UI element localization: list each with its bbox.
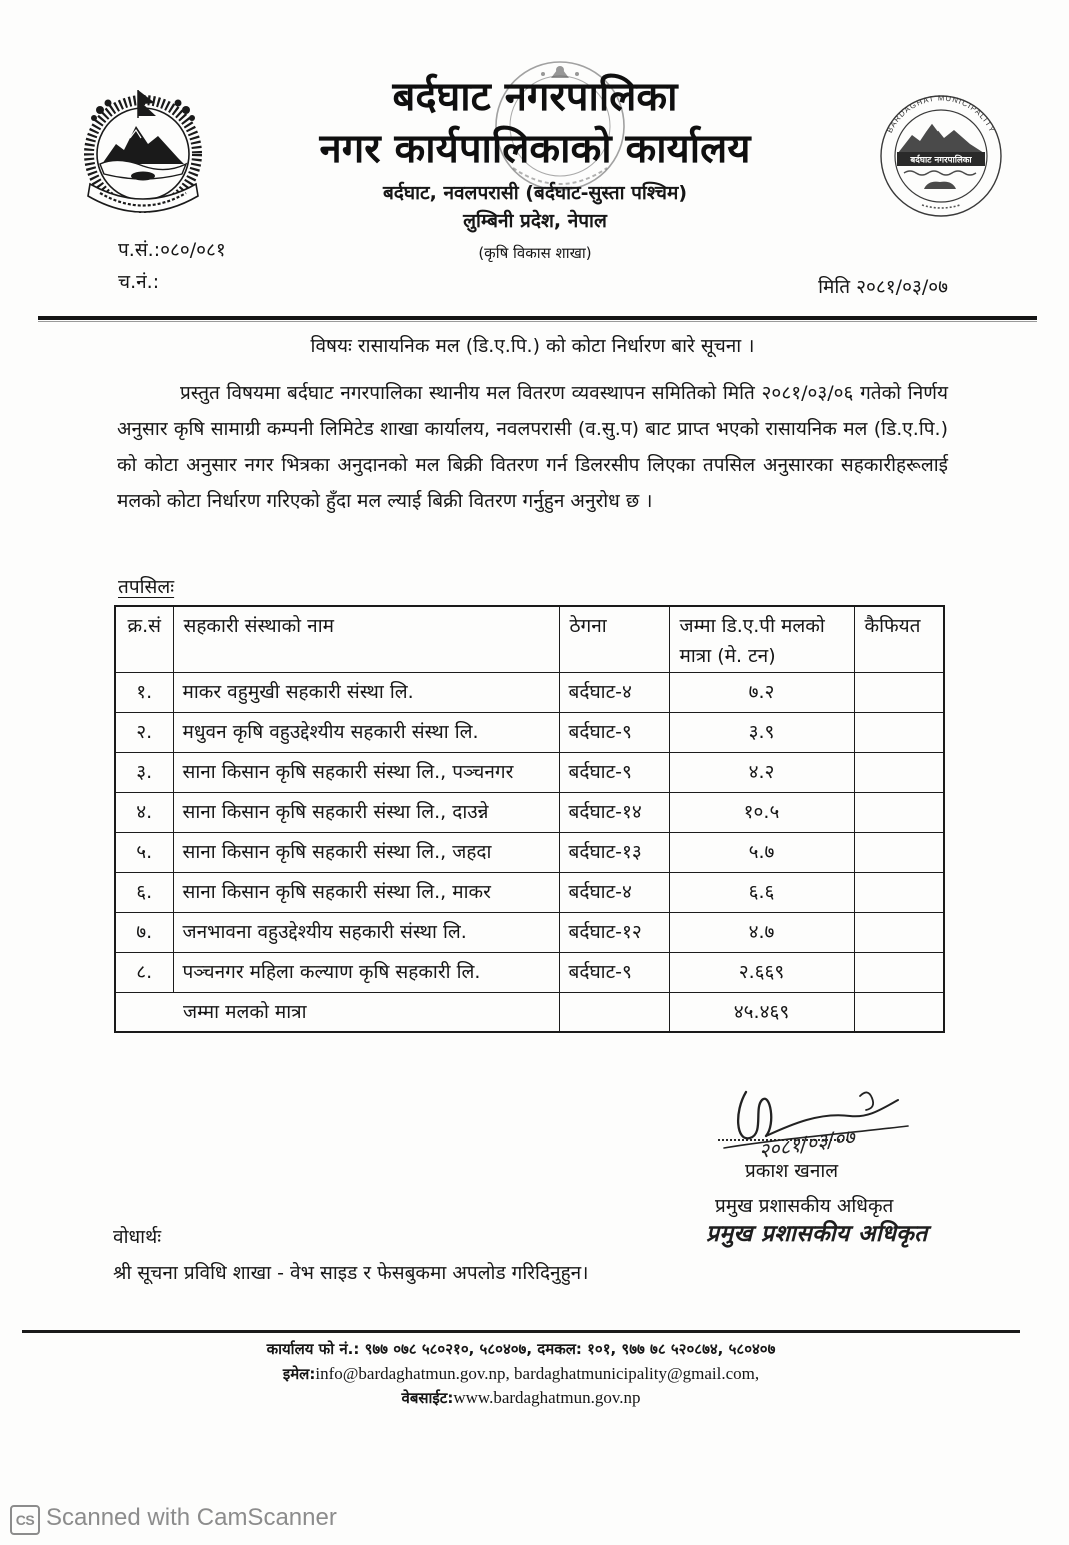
bardaghat-municipality-seal-icon <box>878 93 1004 219</box>
header-serial-number: क्र.सं <box>115 606 173 672</box>
camscanner-watermark-text: Scanned with CamScanner <box>46 1504 337 1531</box>
province-line: लुम्बिनी प्रदेश, नेपाल <box>463 210 607 232</box>
branch-name: (कृषि विकास शाखा) <box>478 244 592 262</box>
table-row <box>115 712 944 752</box>
quota-table <box>114 605 945 1033</box>
seal-ring-text: BARDAGHAT MUNICIPALITY <box>884 93 998 135</box>
cell-address: बर्दघाट-४ <box>559 672 669 712</box>
table-row <box>115 912 944 952</box>
header-quantity <box>669 606 854 672</box>
cell-serial-number: ६. <box>115 872 173 912</box>
seal-animal-icon <box>924 182 956 189</box>
footer-website-label: वेबसाईट: <box>401 1389 454 1407</box>
cell-serial-number: १. <box>115 672 173 712</box>
details-label: तपसिलः <box>118 576 175 598</box>
cell-remarks <box>854 672 944 712</box>
camscanner-logo-icon: CS <box>10 1505 40 1535</box>
seal-mountain-icon <box>898 123 984 153</box>
seal-banner-text: बर्दघाट नगरपालिका <box>910 155 972 166</box>
table-row <box>115 872 944 912</box>
subject-line: विषयः रासायनिक मल (डि.ए.पि.) को कोटा निर्धारण बारे सूचना । <box>310 335 755 357</box>
cell-cooperative-name: साना किसान कृषि सहकारी संस्था लि., जहदा <box>173 832 559 872</box>
cell-address: बर्दघाट-९ <box>559 752 669 792</box>
cell-remarks <box>854 752 944 792</box>
cell-cooperative-name: साना किसान कृषि सहकारी संस्था लि., माकर <box>173 872 559 912</box>
cell-address: बर्दघाट-९ <box>559 712 669 752</box>
handshake-icon <box>131 172 155 181</box>
cell-cooperative-name: साना किसान कृषि सहकारी संस्था लि., पञ्चनगर <box>173 752 559 792</box>
header-address: ठेगना <box>559 606 669 672</box>
header-divider-thin <box>38 321 1037 322</box>
cell-serial-number: ८. <box>115 952 173 992</box>
cell-remarks <box>854 792 944 832</box>
signer-designation: प्रमुख प्रशासकीय अधिकृत <box>715 1195 894 1217</box>
municipality-title: बर्दघाट नगरपालिका <box>392 74 678 120</box>
table-row <box>115 832 944 872</box>
table-row <box>115 752 944 792</box>
cell-serial-number: ५. <box>115 832 173 872</box>
cell-quantity: ४.७ <box>669 912 854 952</box>
table-header-row <box>115 606 944 672</box>
header-cooperative-name: सहकारी संस्थाको नाम <box>173 606 559 672</box>
header-remarks: कैफियत <box>854 606 944 672</box>
cell-serial-number: २. <box>115 712 173 752</box>
cc-line: श्री सूचना प्रविधि शाखा - वेभ साइड र फेसबुकमा अपलोड गरिदिनुहुन। <box>113 1262 589 1284</box>
header-quantity-line-2: मात्रा (मे. टन) <box>679 645 776 667</box>
footer-divider <box>22 1330 1020 1333</box>
cell-quantity: ३.९ <box>669 712 854 752</box>
designation-stamp: प्रमुख प्रशासकीय अधिकृत <box>706 1221 928 1247</box>
cell-remarks <box>854 912 944 952</box>
cell-cooperative-name: साना किसान कृषि सहकारी संस्था लि., दाउन्ने <box>173 792 559 832</box>
cell-serial-number: ४. <box>115 792 173 832</box>
cell-serial-number: ७. <box>115 912 173 952</box>
cell-quantity: ६.६ <box>669 872 854 912</box>
office-title: नगर कार्यपालिकाको कार्यालय <box>319 126 751 172</box>
cell-serial-number: ३. <box>115 752 173 792</box>
signature-handwritten-date: २०८१/०३/०७ <box>757 1124 857 1163</box>
cell-quantity: ५.७ <box>669 832 854 872</box>
table-total-row <box>115 992 944 1032</box>
cc-label: वोधार्थः <box>113 1226 162 1248</box>
notice-body: प्रस्तुत विषयमा बर्दघाट नगरपालिका स्थानीय मल वितरण व्यवस्थापन समितिको मिति २०८१/०३/०६ गतेको निर्णय अनुसार कृषि सामाग्री कम्पनी लिमिटेड शाखा कार्यालय, नवलपरासी (व.सु.प) बाट प्राप्त भएको रासायनिक मल (डि.ए.पि.) को कोटा अनुसार नगर भित्रका अनुदानको मल बिक्री वितरण गर्न डिलरसीप लिएका तपसिल अनुसारका सहकारीहरूलाई मलको कोटा निर्धारण गरिएको हुँदा मल ल्याई बिक्री वितरण गर्नुहुन अनुरोध छ । <box>117 382 948 512</box>
cell-cooperative-name: जनभावना वहुउद्देश्यीय सहकारी संस्था लि. <box>173 912 559 952</box>
footer-email-label: इमेल: <box>282 1365 316 1383</box>
cell-remarks <box>854 872 944 912</box>
footer-website <box>120 1386 922 1410</box>
cell-address: बर्दघाट-१४ <box>559 792 669 832</box>
signer-name: प्रकाश खनाल <box>745 1160 839 1182</box>
cell-quantity: ७.२ <box>669 672 854 712</box>
cell-quantity: २.६६९ <box>669 952 854 992</box>
footer-email-value: info@bardaghatmun.gov.np, bardaghatmunicipality@gmail.com, <box>315 1364 760 1383</box>
cell-cooperative-name: पञ्चनगर महिला कल्याण कृषि सहकारी लि. <box>173 952 559 992</box>
dispatch-number: च.नं.: <box>118 271 160 293</box>
table-row <box>115 952 944 992</box>
nepal-government-emblem-icon <box>78 86 208 216</box>
total-label: जम्मा मलको मात्रा <box>115 992 559 1032</box>
cell-remarks <box>854 832 944 872</box>
cell-address: बर्दघाट-१३ <box>559 832 669 872</box>
cell-address: बर्दघाट-१२ <box>559 912 669 952</box>
cell-quantity: ४.२ <box>669 752 854 792</box>
cell-address: बर्दघाट-९ <box>559 952 669 992</box>
footer-phone: कार्यालय फो नं.: ९७७ ०७८ ५८०२१०, ५८०४०७, दमकल: १०१, ९७७ ७८ ५२०८७४, ५८०४०७ <box>266 1340 776 1358</box>
footer-website-value: www.bardaghatmun.gov.np <box>453 1388 641 1407</box>
cell-address: बर्दघाट-४ <box>559 872 669 912</box>
svg-text:BARDAGHAT MUNICIPALITY <box>885 94 997 135</box>
office-address: बर्दघाट, नवलपरासी (बर्दघाट-सुस्ता पश्चिम) <box>382 182 688 204</box>
cell-cooperative-name: मधुवन कृषि वहुउद्देश्यीय सहकारी संस्था लि. <box>173 712 559 752</box>
total-quantity: ४५.४६९ <box>669 992 854 1032</box>
table-row <box>115 672 944 712</box>
cell-remarks <box>854 952 944 992</box>
letter-date: मिति २०८१/०३/०७ <box>818 276 948 298</box>
total-address-cell <box>559 992 669 1032</box>
cell-cooperative-name: माकर वहुमुखी सहकारी संस्था लि. <box>173 672 559 712</box>
cell-quantity: १०.५ <box>669 792 854 832</box>
total-remarks-cell <box>854 992 944 1032</box>
cell-remarks <box>854 712 944 752</box>
footer-email <box>120 1362 922 1386</box>
table-row <box>115 792 944 832</box>
letter-number: प.सं.:०८०/०८१ <box>118 239 226 261</box>
header-quantity-line-1: जम्मा डि.ए.पी मलको <box>679 615 825 637</box>
header-divider <box>38 316 1037 320</box>
